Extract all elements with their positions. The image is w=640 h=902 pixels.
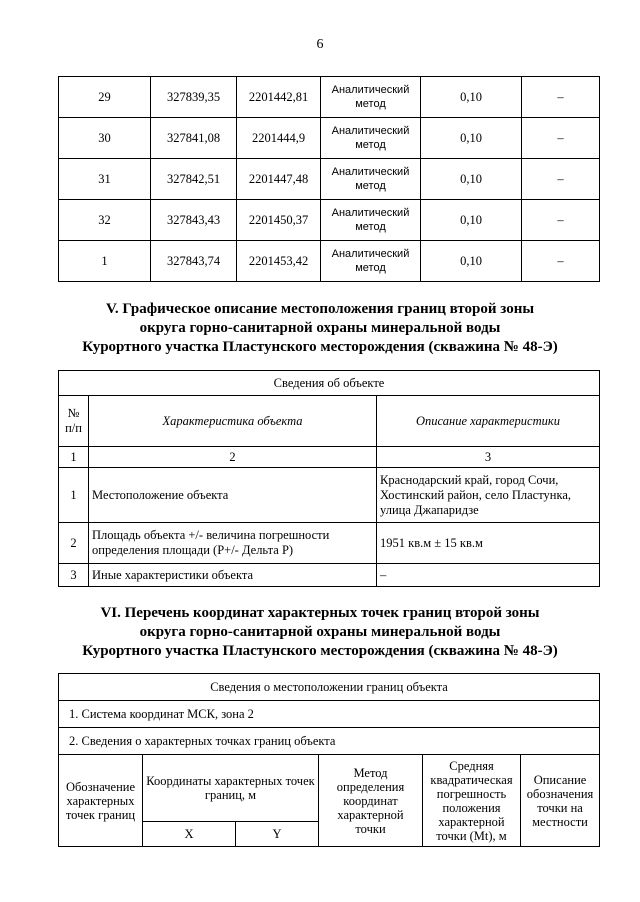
y-coordinate: 2201453,42 [237,241,321,282]
y-coordinate: 2201447,48 [237,159,321,200]
y-coordinate: 2201450,37 [237,200,321,241]
y-coordinate: 2201444,9 [237,118,321,159]
accuracy-cell: 0,10 [421,200,522,241]
method-cell: Аналитический метод [321,200,421,241]
coordinate-row [59,200,600,241]
coordinate-row [59,159,600,200]
row-number: 2 [59,523,89,564]
row-number: 1 [59,468,89,523]
col-num-header: № п/п [59,396,89,447]
section-5-heading: V. Графическое описание местоположения границ второй зоны округа горно-санитарной охраны минеральной воды Курортного участка Пластунского месторождения (скважина № 48-Э) [82,301,558,355]
characteristic-points-row: 2. Сведения о характерных точках границ объекта [59,728,600,755]
col-y-header: Y [236,822,319,847]
boundary-table-title: Сведения о местоположении границ объекта [59,674,600,701]
characteristic-value: – [377,564,600,587]
boundary-location-table [58,673,600,847]
index-cell: 2 [89,447,377,468]
x-coordinate: 327839,35 [151,77,237,118]
x-coordinate: 327841,08 [151,118,237,159]
x-coordinate: 327842,51 [151,159,237,200]
description-cell: – [522,118,600,159]
coordinate-row [59,118,600,159]
coordinate-row [59,77,600,118]
y-coordinate: 2201442,81 [237,77,321,118]
col-characteristic-header: Характеристика объекта [89,396,377,447]
method-cell: Аналитический метод [321,241,421,282]
coordinates-table-continued [58,76,600,282]
characteristic-value: Краснодарский край, город Сочи, Хостинский район, село Пластунка, улица Джапаридзе [377,468,600,523]
accuracy-cell: 0,10 [421,241,522,282]
object-info-table [58,370,600,587]
point-number: 31 [59,159,151,200]
characteristic-name: Местоположение объекта [89,468,377,523]
index-cell: 3 [377,447,600,468]
col-accuracy-header: Средняя квадратическая погрешность положения характерной точки (Mt), м [423,755,521,847]
accuracy-cell: 0,10 [421,77,522,118]
method-cell: Аналитический метод [321,159,421,200]
section-6-heading: VI. Перечень координат характерных точек границ второй зоны округа горно-санитарной охраны минеральной воды Курортного участка Пластунского месторождения (скважина № 48-Э) [82,605,558,659]
row-number: 3 [59,564,89,587]
method-cell: Аналитический метод [321,118,421,159]
coordinate-system-row: 1. Система координат МСК, зона 2 [59,701,600,728]
point-number: 1 [59,241,151,282]
characteristic-name: Площадь объекта +/- величина погрешности определения площади (P+/- Дельта P) [89,523,377,564]
characteristic-value: 1951 кв.м ± 15 кв.м [377,523,600,564]
point-number: 30 [59,118,151,159]
page-number: 6 [316,37,324,52]
x-coordinate: 327843,43 [151,200,237,241]
col-coords-header: Координаты характерных точек границ, м [143,755,319,822]
accuracy-cell: 0,10 [421,159,522,200]
x-coordinate: 327843,74 [151,241,237,282]
index-cell: 1 [59,447,89,468]
method-cell: Аналитический метод [321,77,421,118]
coordinate-row [59,241,600,282]
col-x-header: X [143,822,236,847]
description-cell: – [522,159,600,200]
description-cell: – [522,241,600,282]
col-description-header: Описание характеристики [377,396,600,447]
col-desc-header: Описание обозначения точки на местности [521,755,600,847]
characteristic-name: Иные характеристики объекта [89,564,377,587]
object-info-title: Сведения об объекте [59,371,600,396]
description-cell: – [522,200,600,241]
accuracy-cell: 0,10 [421,118,522,159]
col-point-header: Обозначение характерных точек границ [59,755,143,847]
description-cell: – [522,77,600,118]
point-number: 32 [59,200,151,241]
point-number: 29 [59,77,151,118]
col-method-header: Метод определения координат характерной точки [319,755,423,847]
